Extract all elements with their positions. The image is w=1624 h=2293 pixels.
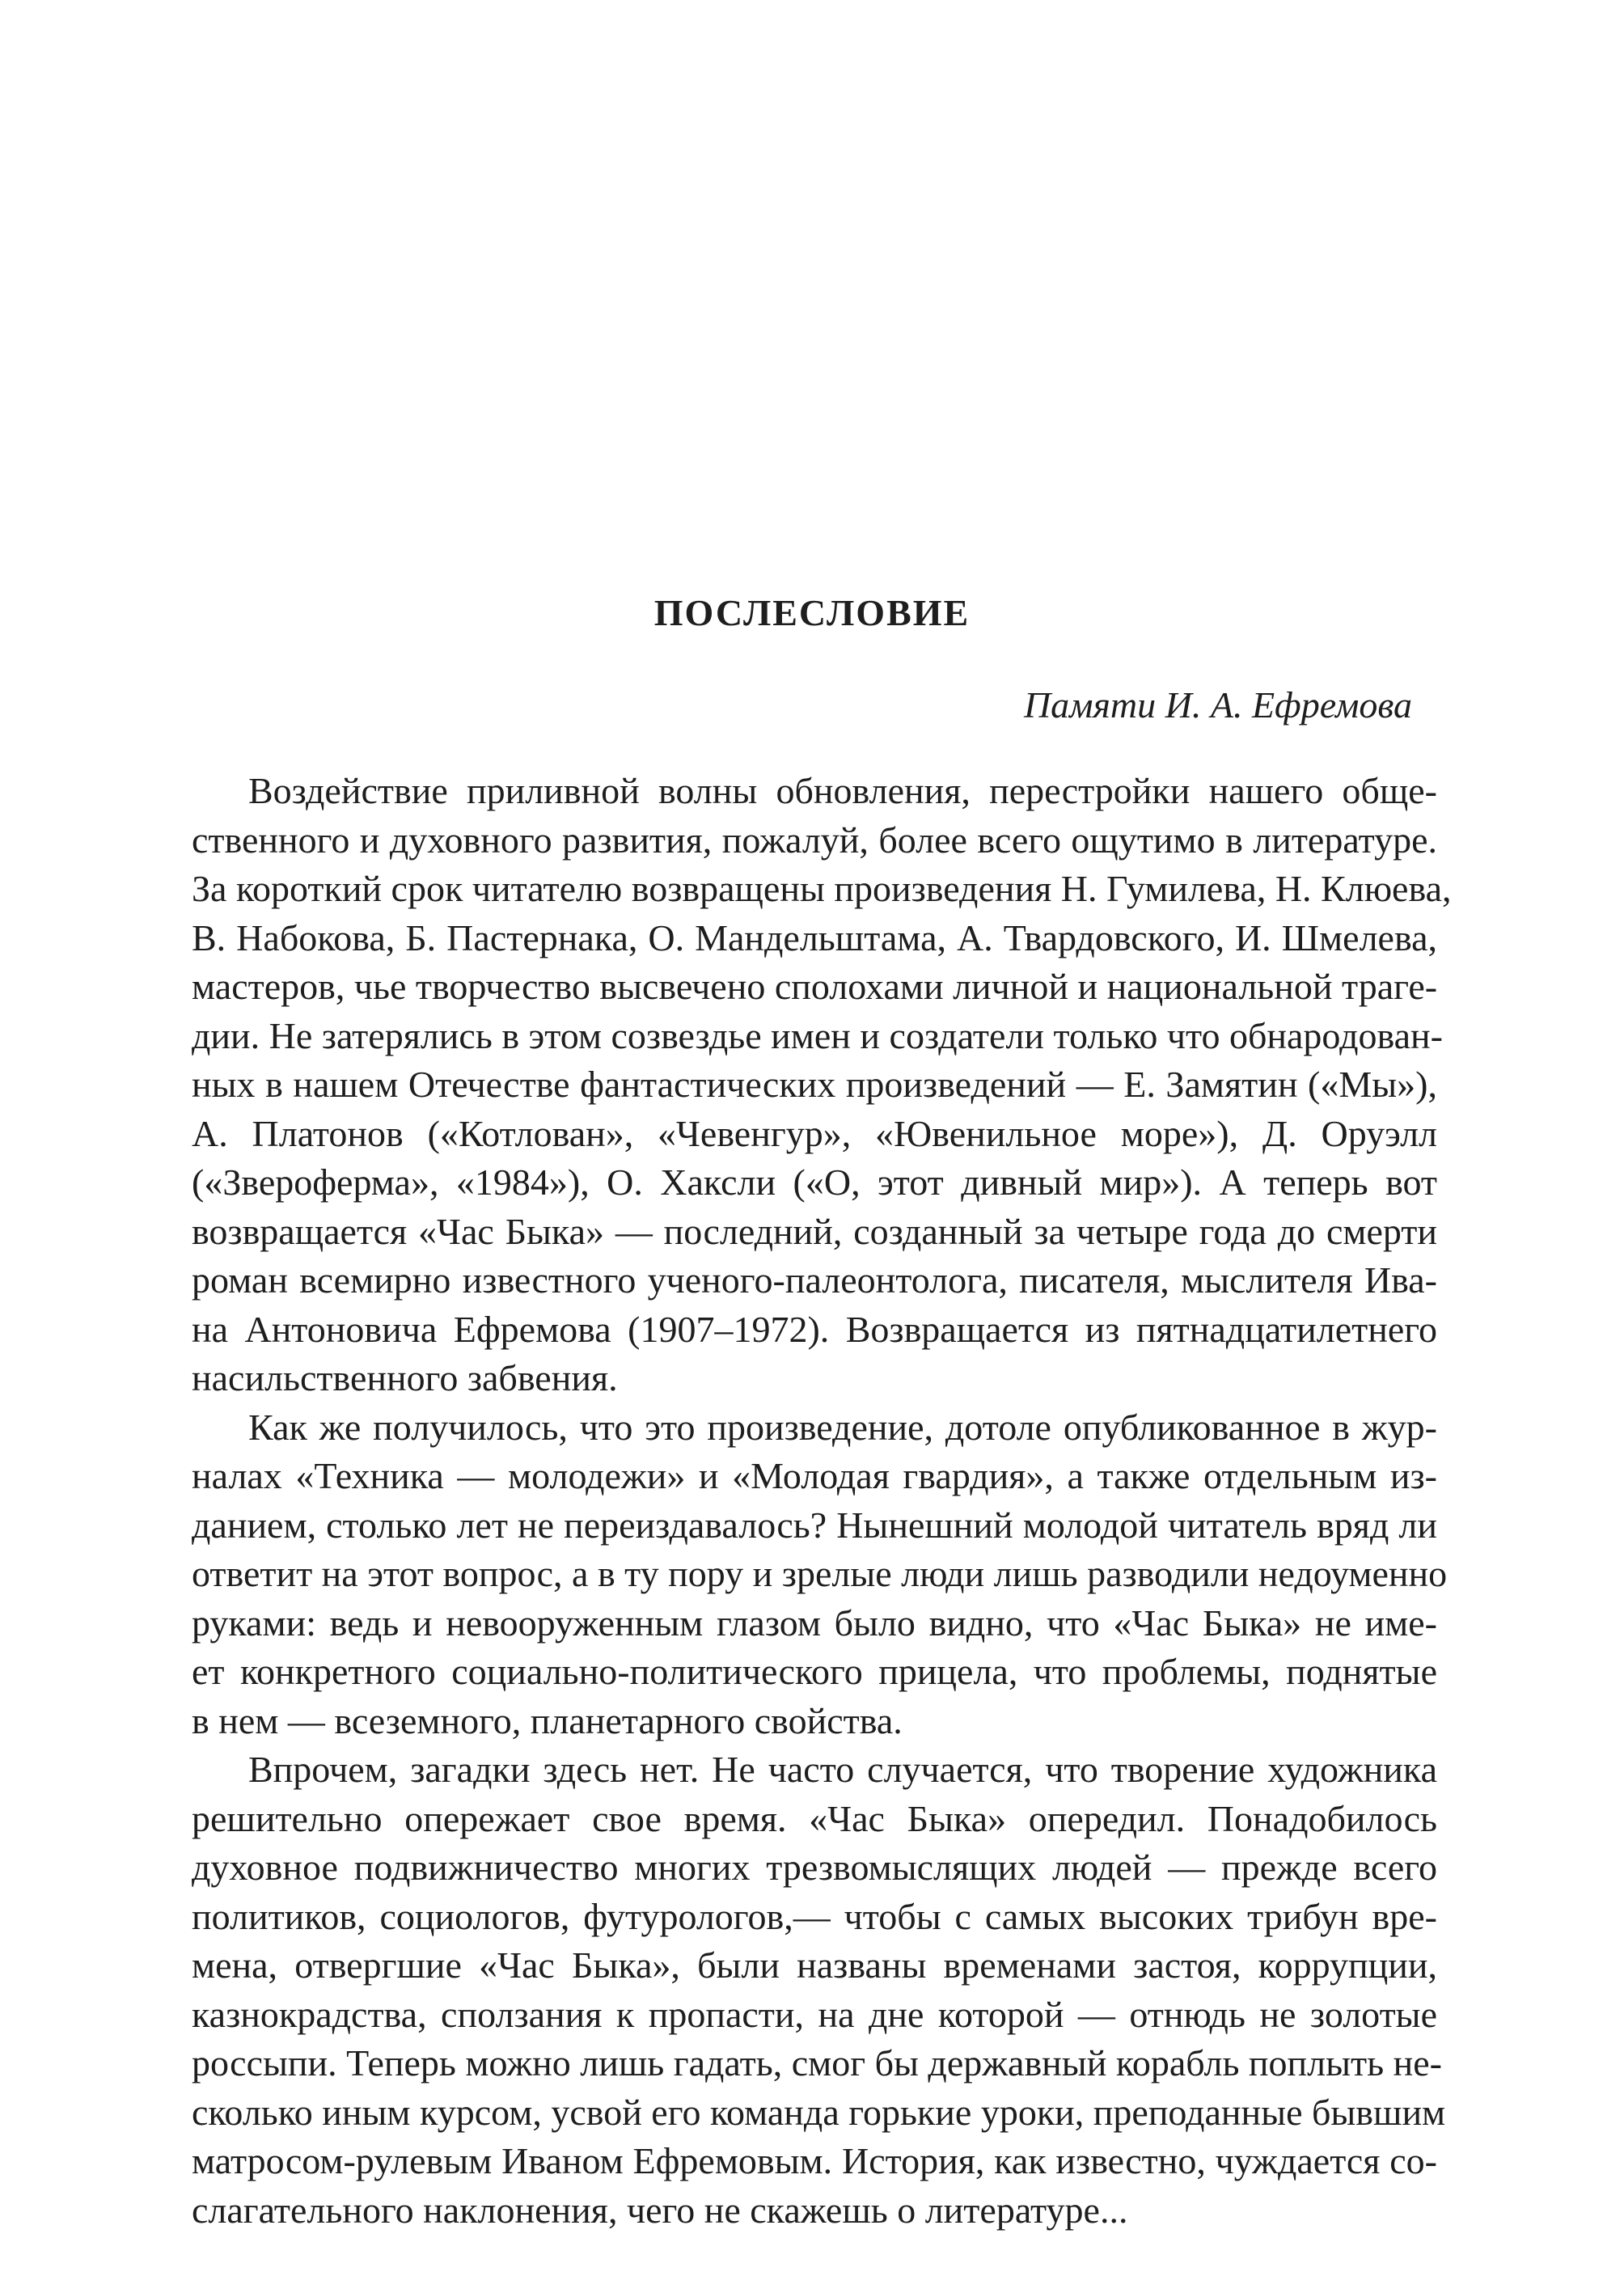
text-line: на Антоновича Ефремова (1907–1972). Возвращается из пятнадцатилетнего xyxy=(192,1308,1437,1350)
text-line: казнокрадства, сползания к пропасти, на дне которой — отнюдь не золотые xyxy=(192,1993,1437,2035)
text-line: налах «Техника — молодежи» и «Молодая гвардия», а также отдельным из- xyxy=(192,1455,1437,1496)
text-line: политиков, социологов, футурологов,— чтобы с самых высоких трибун вре- xyxy=(192,1895,1437,1937)
chapter-heading: ПОСЛЕСЛОВИЕ xyxy=(653,592,971,633)
paragraph-3 xyxy=(192,1745,1446,2235)
text-line: ответит на этот вопрос, а в ту пору и зрелые люди лишь разводили недоуменно xyxy=(192,1553,1448,1594)
paragraph-1 xyxy=(192,767,1452,1403)
text-line: духовное подвижничество многих трезвомыслящих людей — прежде всего xyxy=(192,1847,1437,1888)
text-line: матросом-рулевым Иваном Ефремовым. История, как известно, чуждается со- xyxy=(192,2140,1437,2181)
text-line: дии. Не затерялись в этом созвездье имен и создатели только что обнародован- xyxy=(192,1014,1443,1056)
text-line: ет конкретного социально-политического прицела, что проблемы, поднятые xyxy=(192,1651,1437,1692)
text-line: сколько иным курсом, усвой его команда горькие уроки, преподанные бывшим xyxy=(192,2091,1446,2133)
text-line: («Звероферма», «1984»), О. Хаксли («О, этот дивный мир»). А теперь вот xyxy=(192,1161,1437,1203)
text-line: Воздействие приливной волны обновления, перестройки нашего обще- xyxy=(248,770,1437,811)
body-text xyxy=(192,767,1452,2235)
text-line: ственного и духовного развития, пожалуй, более всего ощутимо в литературе. xyxy=(192,819,1437,861)
text-line: мастеров, чье творчество высвечено сполохами личной и национальной траге- xyxy=(192,966,1438,1007)
text-line: россыпи. Теперь можно лишь гадать, смог бы державный корабль поплыть не- xyxy=(192,2042,1442,2084)
text-line: слагательного наклонения, чего не скажешь о литературе... xyxy=(192,2189,1128,2231)
text-line: мена, отвергшие «Час Быка», были названы временами застоя, коррупции, xyxy=(192,1944,1437,1986)
text-line: За короткий срок читателю возвращены произведения Н. Гумилева, Н. Клюева, xyxy=(192,868,1452,909)
paragraph-2 xyxy=(192,1403,1448,1746)
text-line: В. Набокова, Б. Пастернака, О. Мандельштама, А. Твардовского, И. Шмелева, xyxy=(192,916,1437,958)
epigraph: Памяти И. А. Ефремова xyxy=(1023,684,1412,726)
text-line: А. Платонов («Котлован», «Чевенгур», «Ювенильное море»), Д. Оруэлл xyxy=(192,1112,1437,1154)
text-line: руками: ведь и невооруженным глазом было видно, что «Час Быка» не име- xyxy=(192,1601,1437,1644)
text-line: роман всемирно известного ученого-палеонтолога, писателя, мыслителя Ива- xyxy=(192,1259,1437,1301)
text-line: Как же получилось, что это произведение, дотоле опубликованное в жур- xyxy=(248,1406,1437,1448)
text-line: Впрочем, загадки здесь нет. Не часто случается, что творение художника xyxy=(248,1749,1437,1790)
text-line: возвращается «Час Быка» — последний, созданный за четыре года до смерти xyxy=(192,1210,1437,1252)
text-line: в нем — всеземного, планетарного свойства. xyxy=(192,1699,903,1741)
text-line: насильственного забвения. xyxy=(192,1357,618,1398)
text-line: данием, столько лет не переиздавалось? Нынешний молодой читатель вряд ли xyxy=(192,1504,1437,1546)
text-line: ных в нашем Отечестве фантастических произведений — Е. Замятин («Мы»), xyxy=(192,1064,1437,1105)
text-line: решительно опережает свое время. «Час Быка» опередил. Понадобилось xyxy=(192,1797,1437,1839)
